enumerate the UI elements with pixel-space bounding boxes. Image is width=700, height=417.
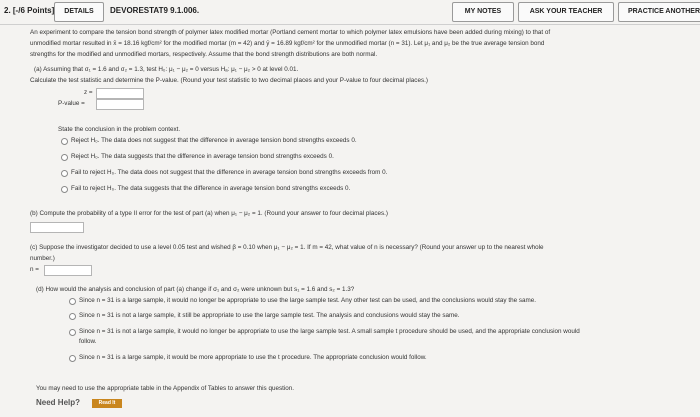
intro-line-1: An experiment to compare the tension bond strength of polymer latex modified mortar (Portland cement mortar to which polymer latex emulsions have been added during mixing) to that of [30, 29, 551, 36]
pvalue-input[interactable] [96, 99, 144, 110]
part-d-text: (d) How would the analysis and conclusion of part (a) change if σ₁ and σ₂ were unknown but s₁ = 1.6 and s₂ = 1.3? [36, 286, 355, 293]
z-label: z = [84, 89, 93, 96]
question-header [0, 0, 700, 24]
part-a-instructions: Calculate the test statistic and determine the P-value. (Round your test statistic to two decimal places and your P-value to four decimal places.) [30, 77, 428, 84]
option-d4-radio[interactable] [69, 355, 76, 362]
option-a4-radio[interactable] [61, 186, 68, 193]
option-d1-radio[interactable] [69, 298, 76, 305]
option-a4-label: Fail to reject H₀. The data suggests that the difference in average tension bond strengths exceeds 0. [71, 185, 351, 192]
practice-another-button[interactable]: PRACTICE ANOTHER [618, 2, 700, 22]
pvalue-label: P-value = [58, 100, 85, 107]
details-button[interactable]: DETAILS [54, 2, 104, 22]
question-number: 2. [-/6 Points] [4, 6, 55, 15]
my-notes-button[interactable]: MY NOTES [452, 2, 514, 22]
z-input[interactable] [96, 88, 144, 99]
option-a2-radio[interactable] [61, 154, 68, 161]
part-c-text-2: number.) [30, 255, 55, 262]
option-d2-label: Since n = 31 is not a large sample, it still be appropriate to use the large sample test. The analysis and conclusions would stay the same. [79, 312, 460, 319]
option-a3-label: Fail to reject H₀. The data does not suggest that the difference in average tension bond strengths exceeds from 0. [71, 169, 388, 176]
option-d4-label: Since n = 31 is a large sample, it would be more appropriate to use the t procedure. The appropriate conclusion would follow. [79, 354, 427, 361]
appendix-note: You may need to use the appropriate table in the Appendix of Tables to answer this question. [36, 385, 294, 392]
intro-line-3: strengths for the modified and unmodified mortars, respectively. Assume that the bond strength distributions are both normal. [30, 51, 378, 58]
need-help-label: Need Help? [36, 398, 81, 407]
option-a1-label: Reject H₀. The data does not suggest that the difference in average tension bond strengths exceeds 0. [71, 137, 357, 144]
option-d1-label: Since n = 31 is a large sample, it would no longer be appropriate to use the large sample test. Any other test can be used, and the conclusions would stay the same. [79, 297, 536, 304]
option-d3-label-cont: follow. [79, 338, 97, 345]
part-a-text: (a) Assuming that σ₁ = 1.6 and σ₂ = 1.3, test H₀: μ₁ − μ₂ = 0 versus Hₐ: μ₁ − μ₂ > 0 at level 0.01. [34, 66, 299, 73]
option-a2-label: Reject H₀. The data suggests that the difference in average tension bond strengths exceeds 0. [71, 153, 334, 160]
assignment-code: DEVORESTAT9 9.1.006. [110, 6, 200, 15]
option-d3-label: Since n = 31 is not a large sample, it would no longer be appropriate to use the large sample test. A small sample t procedure should be used, and the appropriate conclusion would [79, 328, 580, 335]
header-divider [0, 24, 700, 25]
part-b-input[interactable] [30, 222, 84, 233]
n-input[interactable] [44, 265, 92, 276]
part-b-text: (b) Compute the probability of a type II error for the test of part (a) when μ₁ − μ₂ = 1. (Round your answer to four decimal places.) [30, 210, 388, 217]
ask-teacher-button[interactable]: ASK YOUR TEACHER [518, 2, 614, 22]
option-d3-radio[interactable] [69, 329, 76, 336]
conclusion-prompt: State the conclusion in the problem context. [58, 126, 181, 133]
option-d2-radio[interactable] [69, 313, 76, 320]
option-a3-radio[interactable] [61, 170, 68, 177]
n-label: n = [30, 266, 39, 273]
intro-line-2: unmodified mortar resulted in x̄ = 18.16 kgf/cm² for the modified mortar (m = 42) and ȳ = 16.89 kgf/cm² for the unmodified mortar (n = 31). Let μ₁ and μ₂ be the true average tension bond [30, 40, 545, 47]
read-it-button[interactable]: Read It [92, 399, 122, 408]
part-c-text-1: (c) Suppose the investigator decided to use a level 0.05 test and wished β = 0.10 when μ₁ − μ₂ = 1. If m = 42, what value of n is necessary? (Round your answer up to the nearest whole [30, 244, 544, 251]
option-a1-radio[interactable] [61, 138, 68, 145]
